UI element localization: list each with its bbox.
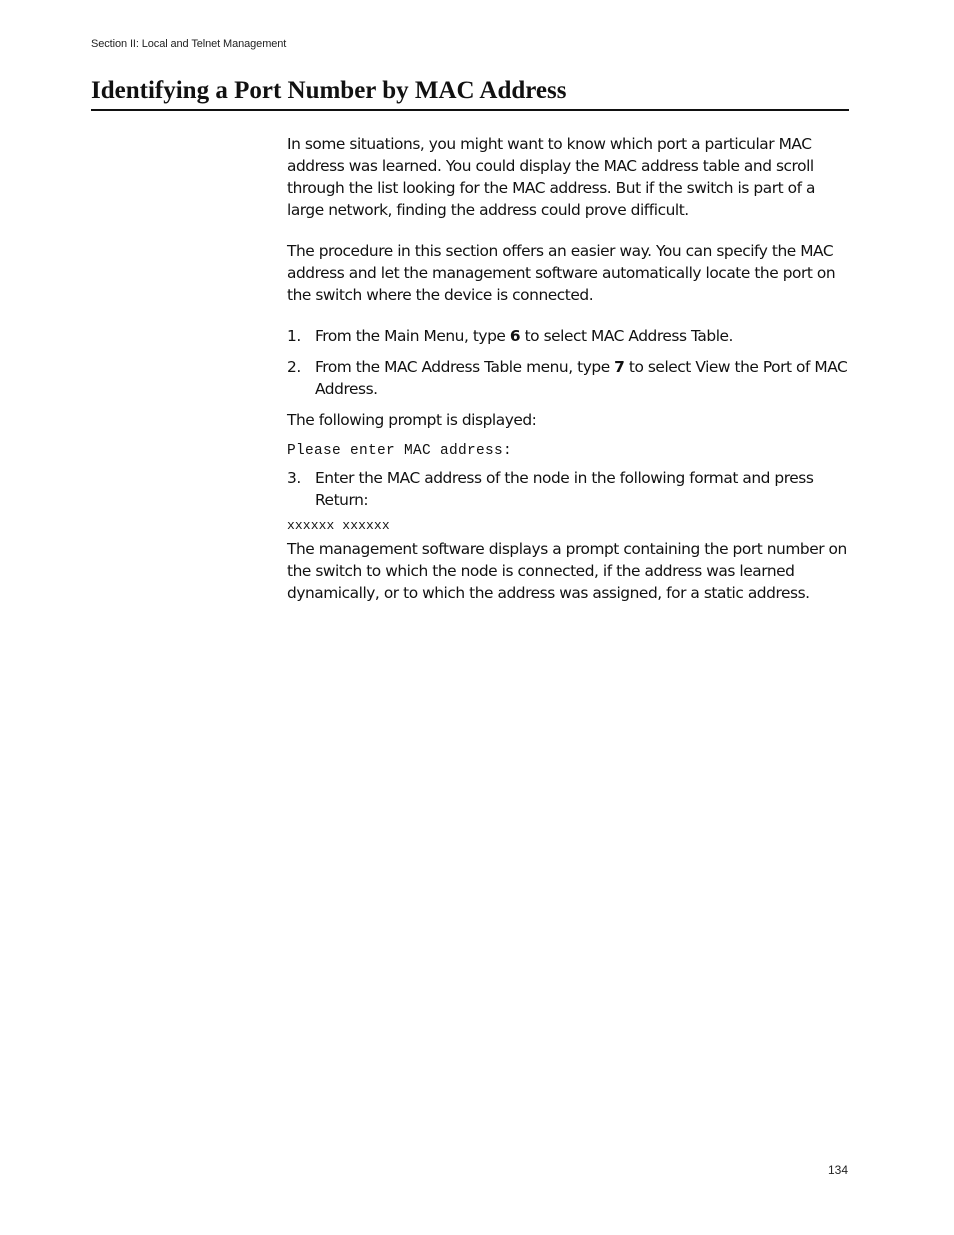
prompt-text: Please enter MAC address:	[287, 443, 513, 459]
menu-key: 6	[509, 327, 521, 345]
step-number: 3.	[287, 469, 301, 487]
prompt-note: The following prompt is displayed:	[287, 411, 537, 429]
page-title: Identifying a Port Number by MAC Address	[91, 74, 849, 111]
intro-paragraph-2: The procedure in this section offers an easier way. You can specify the MAC address and let the management software automatically locate the port on the switch where the device is connected.	[287, 242, 836, 304]
step-1	[287, 325, 849, 347]
intro-paragraph-1: In some situations, you might want to know which port a particular MAC address was learned. You could display the MAC address table and scroll through the list looking for the MAC address. But if the switch is part of a large network, finding the address could prove difficult.	[287, 135, 815, 219]
menu-key: 7	[614, 358, 625, 376]
page-number: 134	[828, 1163, 849, 1177]
step-3	[287, 467, 849, 511]
step-text: Enter the MAC address of the node in the following format and press Return:	[315, 469, 814, 509]
step-number: 2.	[287, 358, 301, 376]
step-number: 1.	[287, 327, 301, 345]
step-2	[287, 356, 849, 400]
running-header: Section II: Local and Telnet Management	[91, 38, 287, 50]
step-text: From the Main Menu, type 6 to select MAC Address Table.	[315, 327, 733, 345]
mac-format: xxxxxx xxxxxx	[287, 518, 390, 533]
body-content	[287, 133, 849, 604]
step-text: From the MAC Address Table menu, type 7 to select View the Port of MAC Address.	[315, 358, 848, 398]
result-text: The management software displays a prompt containing the port number on the switch to which the node is connected, if the address was learned dynamically, or to which the address was assigned, for a static address.	[287, 540, 847, 602]
